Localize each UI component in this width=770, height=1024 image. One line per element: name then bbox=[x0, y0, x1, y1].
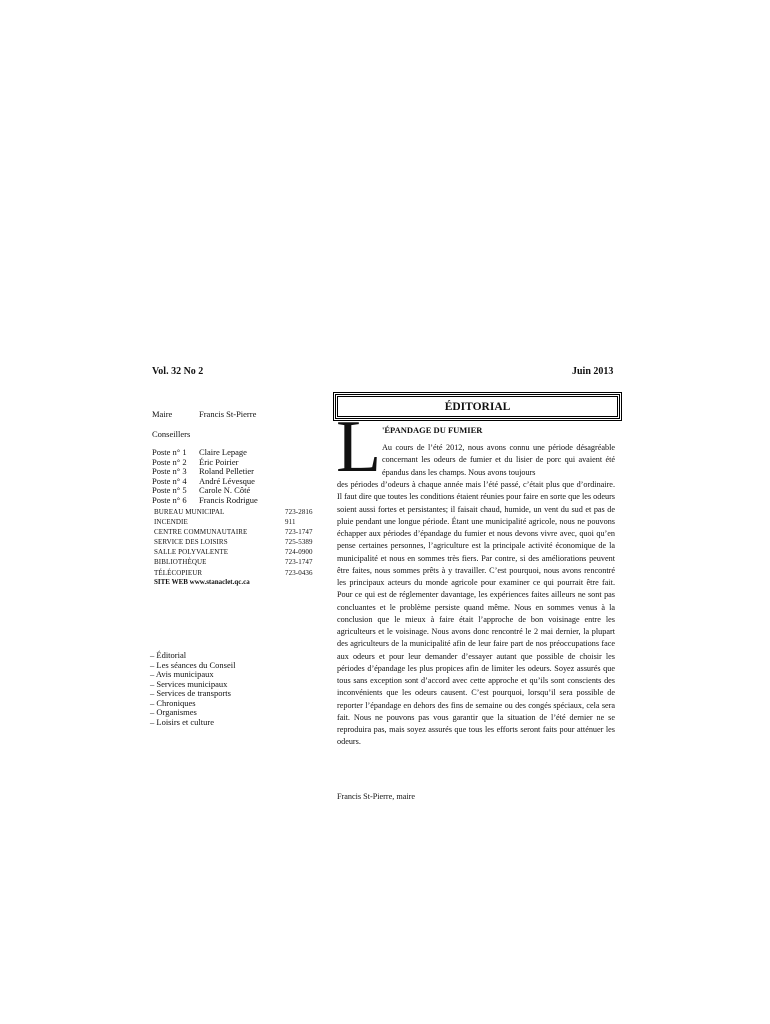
article-paragraph-body: des périodes d’odeurs à chaque année mais l’été passé, c’était plus que d’ordinaire. Il faut dire que toutes les conditions étaient réunies pour faire en sorte que les odeurs soient aussi fortes et persistantes; il faisait chaud, humide, un vent du sud et pas de pluie pendant une longue période. Étant une municipalité agricole, nous ne pouvons échapper aux périodes d’épandage du fumier et nous devons vivre avec, quoi qu’en pense certaines personnes, l’agriculture est la principale activité économique de la municipalité et nous en sommes très fiers. Par contre, si des améliorations peuvent être faites, nous sommes prêts à y travailler. C’est pourquoi, nous avons rencontré les principaux acteurs du monde agricole pour examiner ce qui pourrait être fait. Pour ce qui est de réglementer davantage, les expériences faites ailleurs ne sont pas concluantes et le problème persiste quand même. Nous en sommes venus à la conclusion que le mieux à faire était l’approche de bon voisinage entre les agriculteurs et le voisinage. Nous avons donc rencontré le 2 mai dernier, la plupart des agriculteurs de la municipalité afin de leur faire part de nos préoccupations face aux odeurs et pour leur demander d’essayer autant que possible de choisir les périodes d’épandage les plus propices afin de limiter les odeurs. Soyez assurés que tous sans exception sont d’accord avec cette approche et qu’ils sont conscients des inconvénients que les odeurs causent. C’est pourquoi, lorsqu’il sera possible de reporter l’épandage en dehors des fins de semaine ou des congés spéciaux, cela sera fait. Nous ne pouvons pas vous garantir que la situation de l’été dernier ne se reproduira pas, mais soyez assurés que tous les efforts seront faits pour atténuer les odeurs. bbox=[337, 480, 615, 747]
phone-service: CENTRE COMMUNAUTAIRE bbox=[154, 528, 248, 537]
seat-label: Poste n° 3 bbox=[152, 466, 187, 477]
councillor-name: Francis Rodrigue bbox=[199, 494, 258, 505]
toc-item: – Organismes bbox=[150, 707, 197, 717]
seat-label: Poste n° 6 bbox=[152, 494, 187, 505]
phone-row bbox=[154, 547, 314, 557]
mayor-label: Maire bbox=[152, 409, 173, 419]
phone-number: 725-5389 bbox=[285, 538, 313, 547]
phone-service: SERVICE DES LOISIRS bbox=[154, 538, 228, 547]
phone-number: 723-2816 bbox=[285, 508, 313, 516]
mayor-name: Francis St-Pierre bbox=[199, 409, 257, 419]
seat-label: Poste n° 2 bbox=[152, 456, 187, 467]
councillor-name: Carole N. Côté bbox=[199, 485, 251, 496]
phone-number: 911 bbox=[285, 518, 296, 527]
phone-number: 724-0900 bbox=[285, 548, 313, 557]
councillor-name: Roland Pelletier bbox=[199, 466, 255, 477]
phone-row bbox=[154, 557, 314, 567]
phone-number: 723-1747 bbox=[285, 558, 313, 567]
volume-number: Vol. 32 No 2 bbox=[152, 366, 204, 377]
toc-item: – Avis municipaux bbox=[150, 669, 214, 679]
article-paragraph-intro: Au cours de l’été 2012, nous avons connu une période désagréable concernant les odeurs de fumier et du lisier de porc qui avaient été épandus dans les champs. Nous avons toujours bbox=[382, 443, 615, 477]
phone-row bbox=[154, 517, 314, 527]
website-line: SITE WEB www.stanaclet.qc.ca bbox=[154, 578, 250, 586]
phone-row bbox=[154, 568, 314, 578]
phone-service: BIBLIOTHÈQUE bbox=[154, 558, 207, 567]
editorial-title: ÉDITORIAL bbox=[444, 401, 511, 413]
councillor-name: Claire Lepage bbox=[199, 447, 247, 457]
toc-item: – Éditorial bbox=[150, 650, 187, 660]
toc-item: – Chroniques bbox=[150, 697, 196, 708]
seat-label: Poste n° 1 bbox=[152, 447, 187, 457]
mayor-row bbox=[152, 409, 256, 419]
phone-number: 723-1747 bbox=[285, 528, 313, 537]
issue-date: Juin 2013 bbox=[572, 366, 614, 377]
councillors-list bbox=[152, 448, 258, 506]
phone-row bbox=[154, 507, 314, 517]
drop-cap: L bbox=[336, 406, 382, 488]
toc-item: – Les séances du Conseil bbox=[150, 659, 236, 670]
phone-service: TÉLÉCOPIEUR bbox=[154, 568, 203, 577]
toc-item: – Loisirs et culture bbox=[150, 716, 214, 727]
phone-service: BUREAU MUNICIPAL bbox=[154, 508, 225, 516]
toc-item: – Services municipaux bbox=[150, 678, 228, 689]
phone-number: 723-0436 bbox=[285, 568, 313, 577]
phone-row bbox=[154, 527, 314, 537]
councillor-row bbox=[152, 496, 258, 506]
councillor-name: André Lévesque bbox=[199, 475, 255, 486]
phone-service: INCENDIE bbox=[154, 518, 188, 527]
table-of-contents bbox=[150, 651, 235, 727]
seat-label: Poste n° 4 bbox=[152, 475, 187, 486]
phone-row bbox=[154, 537, 314, 547]
article-signature: Francis St-Pierre, maire bbox=[337, 792, 415, 801]
phone-service: SALLE POLYVALENTE bbox=[154, 548, 229, 557]
councillors-heading: Conseillers bbox=[152, 429, 191, 439]
toc-item: – Services de transports bbox=[150, 688, 231, 698]
article-subtitle: 'ÉPANDAGE DU FUMIER bbox=[382, 425, 483, 435]
seat-label: Poste n° 5 bbox=[152, 485, 187, 496]
phone-directory bbox=[154, 507, 314, 578]
councillor-name: Éric Poirier bbox=[199, 456, 239, 467]
